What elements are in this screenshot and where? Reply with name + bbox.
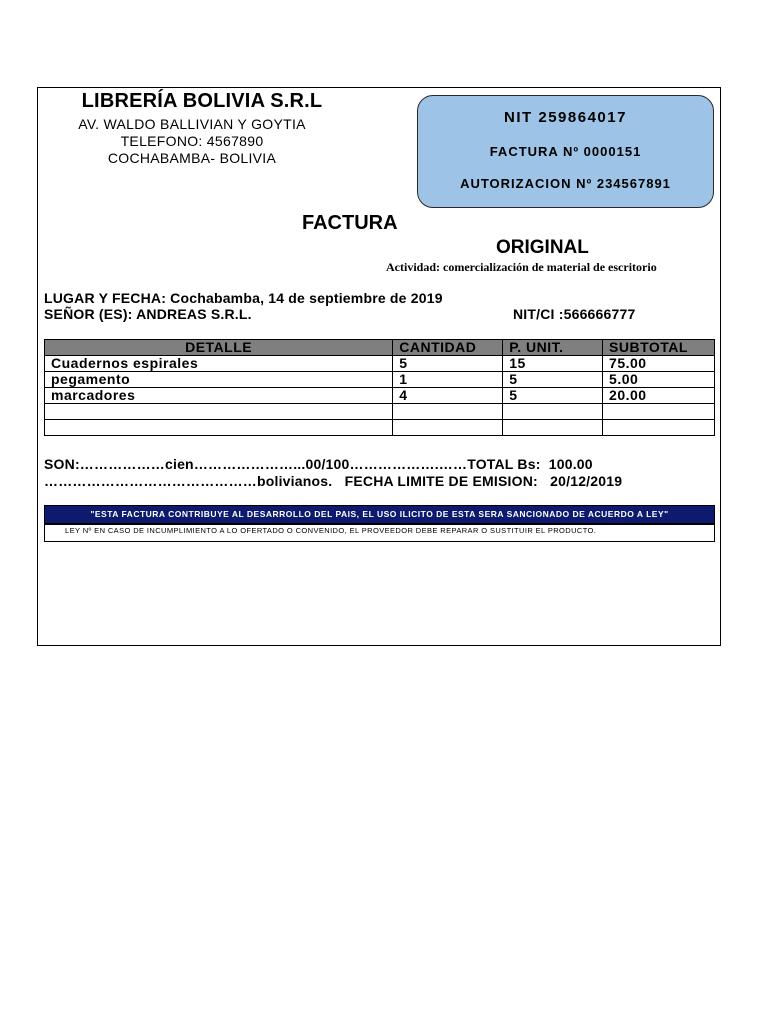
column-header-detail: DETALLE <box>45 340 393 356</box>
customer-name: SEÑOR (ES): ANDREAS S.R.L. <box>44 306 252 322</box>
table-header-row <box>45 340 715 356</box>
cell-unit-price: 5 <box>503 372 603 388</box>
items-table <box>44 339 715 436</box>
law-notice: LEY Nº EN CASO DE INCUMPLIMIENTO A LO OFERTADO O CONVENIDO, EL PROVEEDOR DEBE REPARAR O SUSTITUIR EL PRODUCTO. <box>44 524 715 542</box>
cell-subtotal <box>603 404 715 420</box>
place-date: LUGAR Y FECHA: Cochabamba, 14 de septiembre de 2019 <box>44 290 443 306</box>
nit-number: NIT 259864017 <box>504 109 627 126</box>
company-city: COCHABAMBA- BOLIVIA <box>107 150 277 166</box>
cell-detail: pegamento <box>45 372 393 388</box>
company-address: AV. WALDO BALLIVIAN Y GOYTIA <box>78 116 306 132</box>
column-header-unit-price: P. UNIT. <box>503 340 603 356</box>
column-header-subtotal: SUBTOTAL <box>603 340 715 356</box>
cell-subtotal: 5.00 <box>603 372 715 388</box>
cell-subtotal <box>603 420 715 436</box>
cell-detail: marcadores <box>45 388 393 404</box>
invoice-number: FACTURA Nº 0000151 <box>489 144 642 159</box>
cell-quantity: 4 <box>393 388 503 404</box>
cell-unit-price <box>503 404 603 420</box>
cell-subtotal: 20.00 <box>603 388 715 404</box>
cell-quantity: 5 <box>393 356 503 372</box>
column-header-quantity: CANTIDAD <box>393 340 503 356</box>
tax-info-box <box>417 95 714 208</box>
cell-detail: Cuadernos espirales <box>45 356 393 372</box>
legal-notice-bar: "ESTA FACTURA CONTRIBUYE AL DESARROLLO DEL PAIS, EL USO ILICITO DE ESTA SERA SANCIONADO DE ACUERDO A LEY" <box>44 505 715 524</box>
table-row <box>45 372 715 388</box>
cell-unit-price: 15 <box>503 356 603 372</box>
table-row <box>45 388 715 404</box>
cell-unit-price <box>503 420 603 436</box>
company-name: LIBRERÍA BOLIVIA S.R.L <box>81 90 323 112</box>
table-row <box>45 356 715 372</box>
cell-detail <box>45 420 393 436</box>
cell-quantity <box>393 420 503 436</box>
cell-detail <box>45 404 393 420</box>
table-row <box>45 404 715 420</box>
document-title: FACTURA <box>302 212 398 234</box>
emission-limit-date: ………………………………………bolivianos. FECHA LIMITE DE EMISION: 20/12/2019 <box>44 473 623 489</box>
cell-quantity: 1 <box>393 372 503 388</box>
table-row <box>45 420 715 436</box>
amount-in-words: SON:………………cien…………………...00/100……………….……TOTAL Bs: 100.00 <box>44 456 593 472</box>
cell-subtotal: 75.00 <box>603 356 715 372</box>
company-phone: TELEFONO: 4567890 <box>120 133 264 149</box>
copy-type: ORIGINAL <box>496 237 589 258</box>
cell-unit-price: 5 <box>503 388 603 404</box>
customer-nit: NIT/CI :566666777 <box>513 306 636 322</box>
activity-line: Actividad: comercialización de material de escritorio <box>386 260 657 274</box>
cell-quantity <box>393 404 503 420</box>
authorization-number: AUTORIZACION Nº 234567891 <box>460 176 671 191</box>
